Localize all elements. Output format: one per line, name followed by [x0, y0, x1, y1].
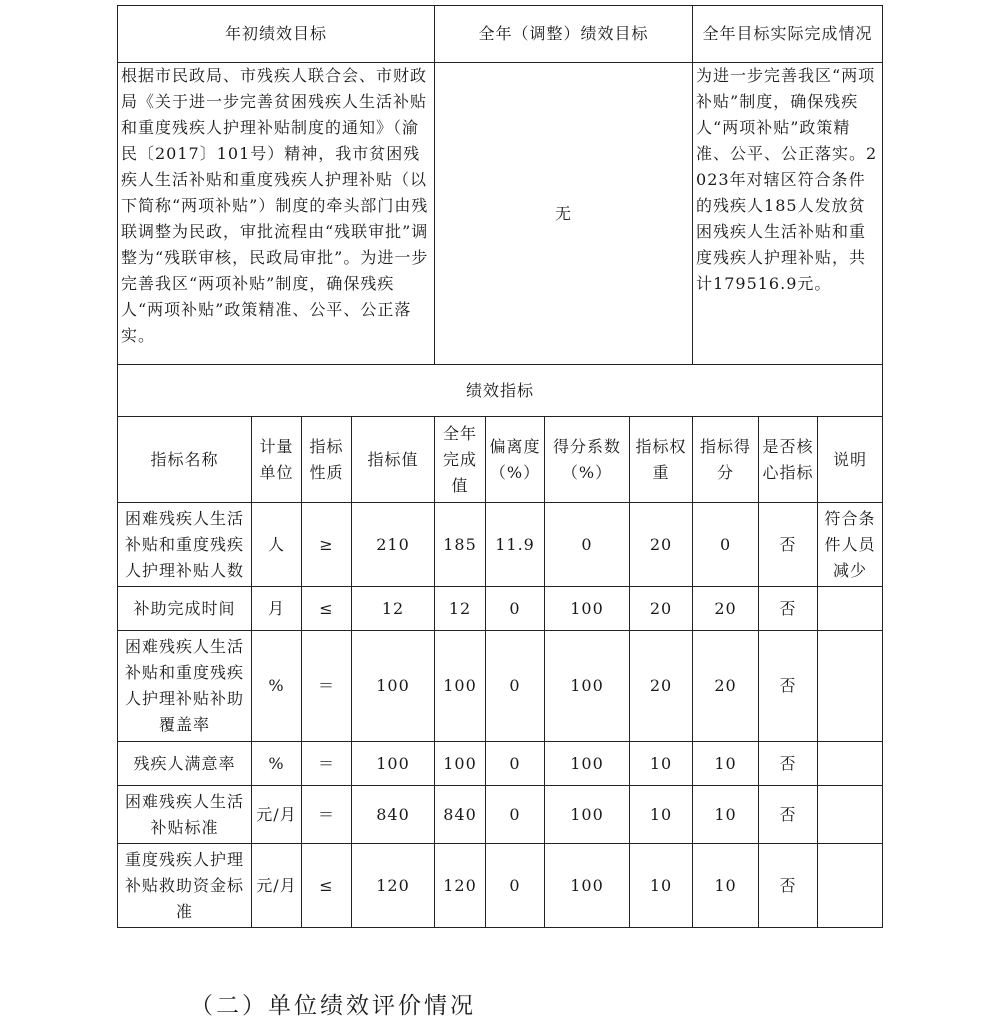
- header-initial-goal: 年初绩效目标: [118, 6, 435, 63]
- row-unit: 人: [252, 503, 302, 587]
- row-deviation: 0: [486, 786, 545, 844]
- row-score-coef: 100: [545, 786, 630, 844]
- row-name: 困难残疾人生活补贴标准: [118, 786, 252, 844]
- row-weight: 10: [630, 844, 693, 928]
- actual-completion-text: 为进一步完善我区“两项补贴”制度，确保残疾人“两项补贴”政策精准、公平、公正落实。2023年对辖区符合条件的残疾人185人发放贫困残疾人生活补贴和重度残疾人护理补贴，共计179516.9元。: [693, 63, 883, 365]
- row-score-coef: 100: [545, 742, 630, 786]
- section-heading: （二）单位绩效评价情况: [190, 993, 476, 1019]
- row-target: 210: [352, 503, 435, 587]
- row-score: 20: [693, 631, 759, 742]
- row-core: 否: [759, 742, 818, 786]
- top-header-row: [118, 6, 883, 63]
- table-row: [118, 503, 883, 587]
- row-unit: 元/月: [252, 844, 302, 928]
- col-header-deviation: 偏离度（%）: [486, 417, 545, 503]
- row-score-coef: 0: [545, 503, 630, 587]
- row-weight: 10: [630, 786, 693, 844]
- row-actual: 100: [435, 742, 486, 786]
- indicators-title: 绩效指标: [118, 365, 883, 417]
- header-actual-completion: 全年目标实际完成情况: [693, 6, 883, 63]
- col-header-name: 指标名称: [118, 417, 252, 503]
- row-nature: ≤: [302, 844, 352, 928]
- row-nature: ≥: [302, 503, 352, 587]
- col-header-unit: 计量单位: [252, 417, 302, 503]
- row-nature: ＝: [302, 742, 352, 786]
- row-actual: 120: [435, 844, 486, 928]
- table-row: [118, 742, 883, 786]
- indicators-title-row: [118, 365, 883, 417]
- row-note: [818, 786, 883, 844]
- row-note: [818, 631, 883, 742]
- row-score-coef: 100: [545, 587, 630, 631]
- row-nature: ＝: [302, 786, 352, 844]
- top-content-row: [118, 63, 883, 365]
- row-deviation: 0: [486, 631, 545, 742]
- row-actual: 840: [435, 786, 486, 844]
- row-actual: 100: [435, 631, 486, 742]
- table-row: [118, 587, 883, 631]
- table-row: [118, 786, 883, 844]
- column-header-row: [118, 417, 883, 503]
- row-deviation: 0: [486, 742, 545, 786]
- performance-table-sheet: [117, 5, 882, 928]
- row-deviation: 11.9: [486, 503, 545, 587]
- row-note: [818, 844, 883, 928]
- row-core: 否: [759, 631, 818, 742]
- row-name: 困难残疾人生活补贴和重度残疾人护理补贴补助覆盖率: [118, 631, 252, 742]
- row-actual: 185: [435, 503, 486, 587]
- col-header-weight: 指标权重: [630, 417, 693, 503]
- row-nature: ≤: [302, 587, 352, 631]
- row-core: 否: [759, 587, 818, 631]
- row-unit: 元/月: [252, 786, 302, 844]
- row-target: 100: [352, 631, 435, 742]
- row-weight: 20: [630, 587, 693, 631]
- col-header-core: 是否核心指标: [759, 417, 818, 503]
- row-core: 否: [759, 503, 818, 587]
- row-weight: 10: [630, 742, 693, 786]
- row-note: [818, 587, 883, 631]
- row-score: 10: [693, 742, 759, 786]
- row-score: 10: [693, 844, 759, 928]
- col-header-score-coef: 得分系数（%）: [545, 417, 630, 503]
- performance-table: [117, 5, 883, 928]
- row-score-coef: 100: [545, 844, 630, 928]
- row-deviation: 0: [486, 587, 545, 631]
- row-weight: 20: [630, 631, 693, 742]
- row-target: 120: [352, 844, 435, 928]
- row-unit: %: [252, 631, 302, 742]
- row-core: 否: [759, 786, 818, 844]
- row-name: 困难残疾人生活补贴和重度残疾人护理补贴人数: [118, 503, 252, 587]
- header-adjusted-goal: 全年（调整）绩效目标: [435, 6, 693, 63]
- row-note: 符合条件人员减少: [818, 503, 883, 587]
- row-nature: ＝: [302, 631, 352, 742]
- col-header-target: 指标值: [352, 417, 435, 503]
- row-score: 10: [693, 786, 759, 844]
- row-deviation: 0: [486, 844, 545, 928]
- row-unit: %: [252, 742, 302, 786]
- row-unit: 月: [252, 587, 302, 631]
- col-header-nature: 指标性质: [302, 417, 352, 503]
- table-row: [118, 631, 883, 742]
- row-name: 残疾人满意率: [118, 742, 252, 786]
- row-target: 840: [352, 786, 435, 844]
- row-actual: 12: [435, 587, 486, 631]
- col-header-note: 说明: [818, 417, 883, 503]
- initial-goal-text: 根据市民政局、市残疾人联合会、市财政局《关于进一步完善贫困残疾人生活补贴和重度残疾人护理补贴制度的通知》（渝民〔2017〕101号）精神，我市贫困残疾人生活补贴和重度残疾人护理补贴（以下简称“两项补贴”）制度的牵头部门由残联调整为民政，审批流程由“残联审批”调整为“残联审核，民政局审批”。为进一步完善我区“两项补贴”制度，确保残疾人“两项补贴”政策精准、公平、公正落实。: [118, 63, 435, 365]
- row-core: 否: [759, 844, 818, 928]
- col-header-score: 指标得分: [693, 417, 759, 503]
- row-name: 重度残疾人护理补贴救助资金标准: [118, 844, 252, 928]
- table-row: [118, 844, 883, 928]
- row-score: 0: [693, 503, 759, 587]
- row-weight: 20: [630, 503, 693, 587]
- row-target: 100: [352, 742, 435, 786]
- adjusted-goal-text: 无: [435, 63, 693, 365]
- col-header-actual: 全年完成值: [435, 417, 486, 503]
- row-target: 12: [352, 587, 435, 631]
- row-name: 补助完成时间: [118, 587, 252, 631]
- row-score-coef: 100: [545, 631, 630, 742]
- row-score: 20: [693, 587, 759, 631]
- row-note: [818, 742, 883, 786]
